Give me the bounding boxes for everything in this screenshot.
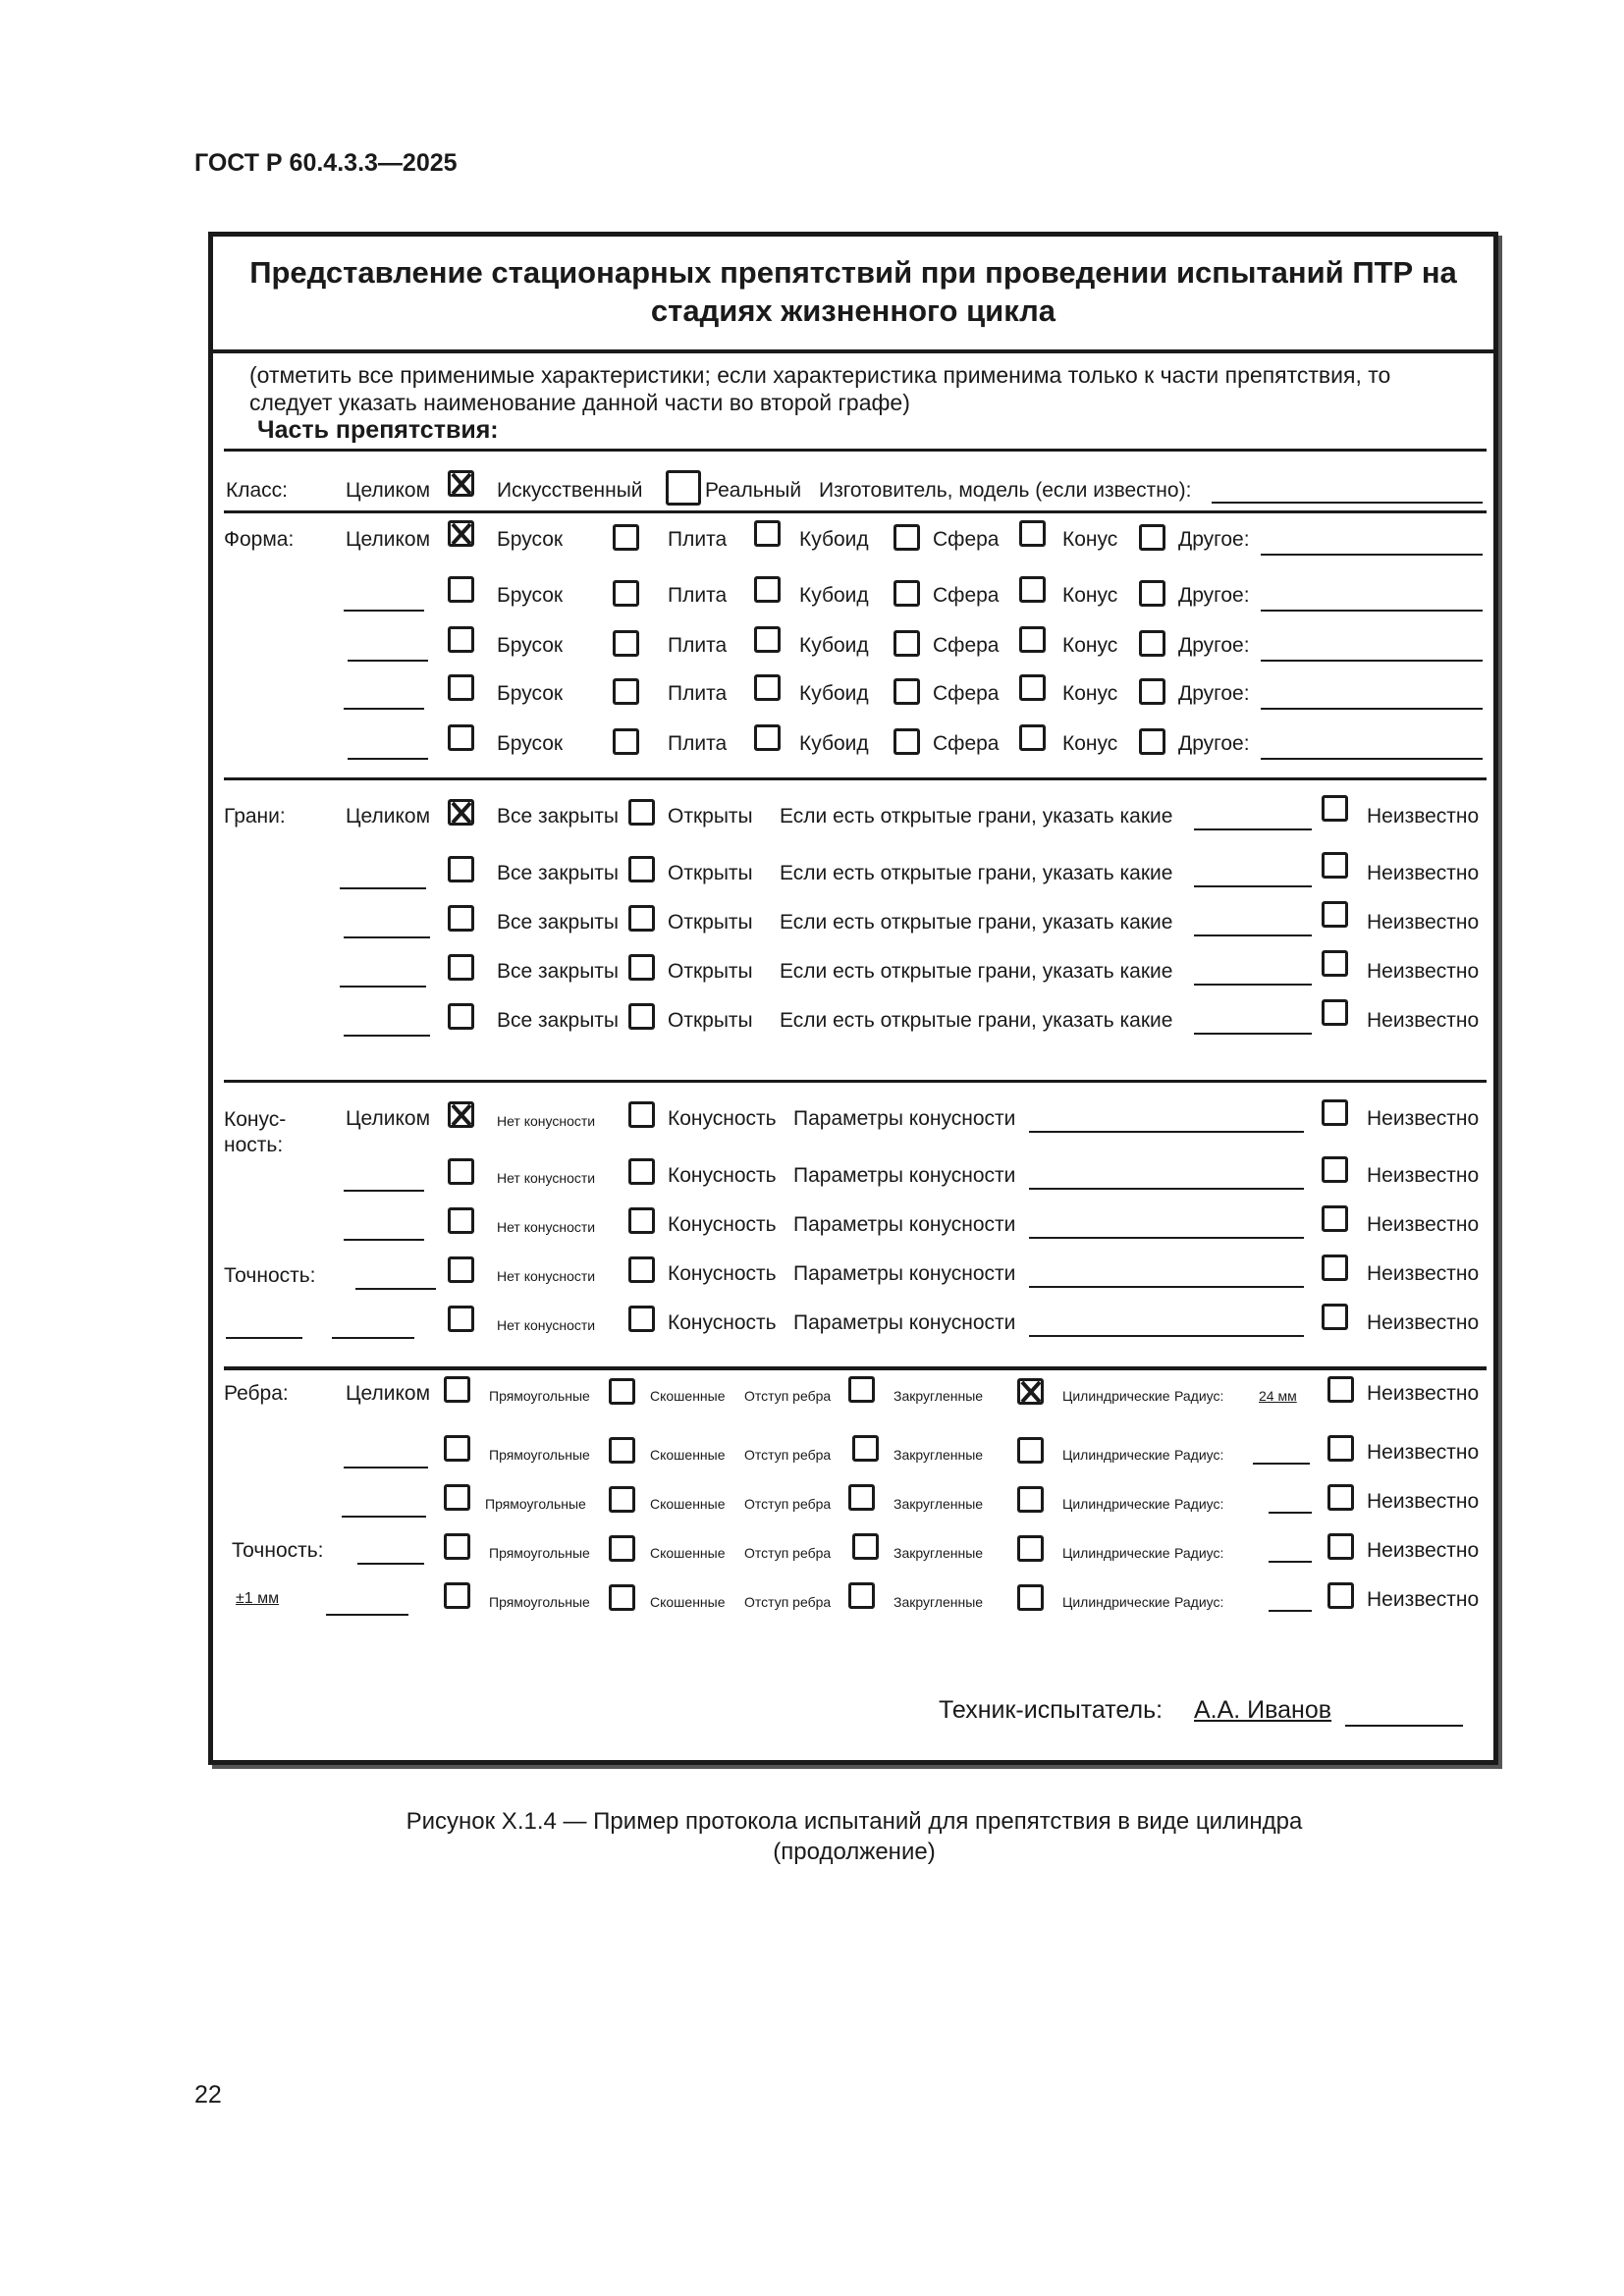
edges-rounded-checkbox[interactable] (848, 1484, 875, 1511)
taper-yes-checkbox[interactable] (628, 1256, 655, 1283)
shape-plate-checkbox[interactable] (613, 580, 639, 607)
taper-none-checkbox[interactable] (448, 1306, 474, 1332)
edges-unknown-label: Неизвестно (1367, 1441, 1480, 1464)
shape-other-field[interactable] (1261, 610, 1483, 612)
shape-other-checkbox[interactable] (1139, 580, 1165, 607)
edges-whole-label: Целиком (346, 1382, 431, 1405)
shape-cone-checkbox[interactable] (1019, 674, 1046, 701)
faces-all-closed-label: Все закрыты (497, 911, 620, 934)
shape-other-label: Другое: (1178, 528, 1250, 551)
edges-unknown-label: Неизвестно (1367, 1490, 1480, 1513)
edges-radius-value: 24 мм (1259, 1388, 1297, 1404)
taper-unknown-label: Неизвестно (1367, 1213, 1480, 1236)
taper-unknown-label: Неизвестно (1367, 1107, 1480, 1130)
faces-unknown-checkbox[interactable] (1322, 795, 1348, 822)
shape-bar-label: Брусок (497, 732, 564, 755)
taper-yes-checkbox[interactable] (628, 1207, 655, 1234)
edges-offset-label: Отступ ребра (744, 1388, 832, 1404)
faces-part-field[interactable] (340, 887, 426, 889)
taper-none-label: Нет конусности (497, 1113, 596, 1129)
class-artificial-checkbox[interactable] (448, 470, 474, 497)
faces-which-label: Если есть открытые грани, указать какие (780, 911, 1173, 934)
taper-params-field[interactable] (1029, 1286, 1304, 1288)
faces-open-checkbox[interactable] (628, 905, 655, 932)
edges-radius-field[interactable] (1269, 1561, 1312, 1563)
edges-radius-label: Радиус: (1174, 1545, 1224, 1561)
edges-rect-label: Прямоугольные (489, 1388, 590, 1404)
figure-caption (295, 1806, 1414, 1867)
shape-sphere-label: Сфера (933, 732, 1000, 755)
taper-unknown-checkbox[interactable] (1322, 1255, 1348, 1281)
faces-which-label: Если есть открытые грани, указать какие (780, 1009, 1173, 1032)
taper-params-label: Параметры конусности (793, 1107, 1016, 1130)
taper-none-label: Нет конусности (497, 1268, 596, 1284)
shape-cuboid-checkbox[interactable] (754, 520, 781, 547)
taper-unknown-checkbox[interactable] (1322, 1205, 1348, 1232)
taper-none-checkbox[interactable] (448, 1207, 474, 1234)
taper-part-field[interactable] (344, 1239, 424, 1241)
shape-sphere-checkbox[interactable] (893, 580, 920, 607)
shape-cuboid-checkbox[interactable] (754, 724, 781, 751)
shape-bar-checkbox[interactable] (448, 674, 474, 701)
taper-params-label: Параметры конусности (793, 1164, 1016, 1187)
edges-radius-label: Радиус: (1174, 1388, 1224, 1404)
edges-radius-field[interactable] (1269, 1512, 1312, 1514)
form-instructions: (отметить все применимые характеристики; если характеристика применима только к части препятствия, то следует указать наименование данной части во второй графе) (249, 362, 1391, 415)
edges-chamfer-checkbox[interactable] (609, 1535, 635, 1562)
technician-name: А.А. Иванов (1194, 1696, 1332, 1724)
shape-cuboid-label: Кубоид (799, 732, 869, 755)
faces-all-closed-checkbox[interactable] (448, 856, 474, 882)
faces-open-checkbox[interactable] (628, 954, 655, 981)
shape-sphere-checkbox[interactable] (893, 678, 920, 705)
taper-params-field[interactable] (1029, 1131, 1304, 1133)
shape-other-field[interactable] (1261, 660, 1483, 662)
faces-part-field[interactable] (344, 1035, 430, 1037)
shape-plate-label: Плита (668, 528, 728, 551)
shape-cuboid-label: Кубоид (799, 634, 869, 657)
shape-sphere-checkbox[interactable] (893, 630, 920, 657)
shape-other-field[interactable] (1261, 708, 1483, 710)
edges-offset-label: Отступ ребра (744, 1594, 832, 1610)
shape-plate-label: Плита (668, 682, 728, 705)
taper-part-field[interactable] (355, 1288, 436, 1290)
divider-class (224, 510, 1487, 513)
faces-open-checkbox[interactable] (628, 856, 655, 882)
edges-radius-label: Радиус: (1174, 1496, 1224, 1512)
shape-other-label: Другое: (1178, 584, 1250, 607)
faces-unknown-checkbox[interactable] (1322, 852, 1348, 879)
taper-yes-label: Конусность (668, 1262, 777, 1285)
shape-cone-checkbox[interactable] (1019, 724, 1046, 751)
edges-rect-checkbox[interactable] (444, 1533, 470, 1560)
shape-cuboid-checkbox[interactable] (754, 674, 781, 701)
shape-cone-label: Конус (1062, 634, 1118, 657)
edges-offset-label: Отступ ребра (744, 1447, 832, 1463)
edges-unknown-label: Неизвестно (1367, 1382, 1480, 1405)
faces-unknown-label: Неизвестно (1367, 862, 1480, 884)
faces-open-checkbox[interactable] (628, 1003, 655, 1030)
edges-label: Ребра: (224, 1382, 289, 1405)
edges-chamfer-checkbox[interactable] (609, 1378, 635, 1405)
shape-label: Форма: (224, 528, 295, 551)
taper-none-label: Нет конусности (497, 1219, 596, 1235)
edges-rect-checkbox[interactable] (444, 1435, 470, 1462)
faces-unknown-label: Неизвестно (1367, 911, 1480, 934)
edges-part-field[interactable] (326, 1614, 408, 1616)
edges-cyl-label: Цилиндрические (1062, 1447, 1170, 1463)
faces-unknown-label: Неизвестно (1367, 1009, 1480, 1032)
edges-rounded-checkbox[interactable] (852, 1435, 879, 1462)
shape-bar-checkbox[interactable] (448, 626, 474, 653)
edges-chamfer-checkbox[interactable] (609, 1437, 635, 1464)
faces-open-label: Открыты (668, 805, 753, 828)
taper-unknown-checkbox[interactable] (1322, 1156, 1348, 1183)
manufacturer-label: Изготовитель, модель (если известно): (819, 479, 1192, 502)
shape-whole-label: Целиком (346, 528, 431, 551)
taper-yes-label: Конусность (668, 1311, 777, 1334)
faces-all-closed-label: Все закрыты (497, 805, 620, 828)
edges-part-field[interactable] (344, 1467, 428, 1468)
taper-yes-checkbox[interactable] (628, 1101, 655, 1128)
faces-part-field[interactable] (344, 936, 430, 938)
faces-unknown-label: Неизвестно (1367, 960, 1480, 983)
faces-all-closed-checkbox[interactable] (448, 1003, 474, 1030)
class-whole-label: Целиком (346, 479, 431, 502)
edges-part-field[interactable] (357, 1563, 424, 1565)
edges-rounded-checkbox[interactable] (848, 1376, 875, 1403)
class-real-label: Реальный (705, 479, 802, 502)
faces-all-closed-label: Все закрыты (497, 960, 620, 983)
caption-line-1: Рисунок X.1.4 — Пример протокола испытаний для препятствия в виде цилиндра (406, 1808, 1303, 1835)
taper-yes-checkbox[interactable] (628, 1158, 655, 1185)
class-real-checkbox[interactable] (666, 470, 701, 506)
shape-other-checkbox[interactable] (1139, 524, 1165, 551)
taper-yes-checkbox[interactable] (628, 1306, 655, 1332)
edges-unknown-label: Неизвестно (1367, 1588, 1480, 1611)
edges-unknown-checkbox[interactable] (1327, 1435, 1354, 1462)
shape-other-checkbox[interactable] (1139, 728, 1165, 755)
faces-open-label: Открыты (668, 862, 753, 884)
shape-other-label: Другое: (1178, 732, 1250, 755)
edges-unknown-checkbox[interactable] (1327, 1376, 1354, 1403)
divider-shape (224, 777, 1487, 780)
faces-which-field[interactable] (1194, 885, 1312, 887)
shape-bar-checkbox[interactable] (448, 724, 474, 751)
edges-offset-label: Отступ ребра (744, 1545, 832, 1561)
edges-rect-label: Прямоугольные (485, 1496, 586, 1512)
taper-params-field[interactable] (1029, 1188, 1304, 1190)
shape-cone-label: Конус (1062, 584, 1118, 607)
taper-yes-label: Конусность (668, 1213, 777, 1236)
shape-cuboid-label: Кубоид (799, 584, 869, 607)
edges-rounded-label: Закругленные (893, 1447, 984, 1463)
part-heading: Часть препятствия: (257, 416, 499, 444)
faces-unknown-checkbox[interactable] (1322, 901, 1348, 928)
shape-plate-label: Плита (668, 634, 728, 657)
edges-chamfer-label: Скошенные (650, 1594, 726, 1610)
edges-cyl-checkbox[interactable] (1017, 1486, 1044, 1513)
taper-unknown-label: Неизвестно (1367, 1262, 1480, 1285)
taper-yes-label: Конусность (668, 1107, 777, 1130)
edges-unknown-checkbox[interactable] (1327, 1484, 1354, 1511)
edges-rounded-label: Закругленные (893, 1594, 984, 1610)
edges-accuracy-value: ±1 мм (236, 1590, 280, 1607)
faces-which-label: Если есть открытые грани, указать какие (780, 805, 1173, 828)
taper-none-checkbox[interactable] (448, 1101, 474, 1128)
shape-sphere-label: Сфера (933, 634, 1000, 657)
shape-bar-checkbox[interactable] (448, 520, 474, 547)
edges-unknown-checkbox[interactable] (1327, 1533, 1354, 1560)
faces-all-closed-checkbox[interactable] (448, 905, 474, 932)
taper-accuracy-field[interactable] (226, 1337, 302, 1339)
taper-unknown-checkbox[interactable] (1322, 1099, 1348, 1126)
taper-accuracy-label: Точность: (224, 1264, 316, 1287)
faces-all-closed-checkbox[interactable] (448, 799, 474, 826)
shape-bar-label: Брусок (497, 528, 564, 551)
form-title: Представление стационарных препятствий при проведении испытаний ПТР на стадиях жизненного цикла (249, 255, 1457, 328)
edges-cyl-label: Цилиндрические (1062, 1545, 1170, 1561)
faces-unknown-checkbox[interactable] (1322, 950, 1348, 977)
standard-header: ГОСТ Р 60.4.3.3—2025 (194, 149, 458, 177)
shape-sphere-checkbox[interactable] (893, 524, 920, 551)
edges-cyl-checkbox[interactable] (1017, 1535, 1044, 1562)
edges-rounded-checkbox[interactable] (848, 1582, 875, 1609)
faces-which-field[interactable] (1194, 828, 1312, 830)
shape-plate-checkbox[interactable] (613, 630, 639, 657)
edges-part-field[interactable] (342, 1516, 426, 1518)
shape-cuboid-checkbox[interactable] (754, 626, 781, 653)
edges-chamfer-label: Скошенные (650, 1545, 726, 1561)
edges-chamfer-label: Скошенные (650, 1447, 726, 1463)
edges-rect-label: Прямоугольные (489, 1545, 590, 1561)
shape-other-checkbox[interactable] (1139, 678, 1165, 705)
edges-offset-label: Отступ ребра (744, 1496, 832, 1512)
faces-which-field[interactable] (1194, 1033, 1312, 1035)
taper-none-label: Нет конусности (497, 1317, 596, 1333)
taper-unknown-checkbox[interactable] (1322, 1304, 1348, 1330)
edges-chamfer-checkbox[interactable] (609, 1486, 635, 1513)
taper-yes-label: Конусность (668, 1164, 777, 1187)
taper-whole-label: Целиком (346, 1107, 431, 1130)
shape-other-checkbox[interactable] (1139, 630, 1165, 657)
edges-rect-label: Прямоугольные (489, 1594, 590, 1610)
taper-params-field[interactable] (1029, 1237, 1304, 1239)
shape-bar-label: Брусок (497, 682, 564, 705)
shape-part-field[interactable] (344, 708, 424, 710)
shape-plate-label: Плита (668, 584, 728, 607)
shape-sphere-label: Сфера (933, 584, 1000, 607)
shape-other-field[interactable] (1261, 758, 1483, 760)
shape-cone-label: Конус (1062, 528, 1118, 551)
faces-unknown-checkbox[interactable] (1322, 999, 1348, 1026)
shape-cone-checkbox[interactable] (1019, 520, 1046, 547)
faces-open-label: Открыты (668, 960, 753, 983)
edges-cyl-label: Цилиндрические (1062, 1388, 1170, 1404)
shape-other-label: Другое: (1178, 634, 1250, 657)
edges-cyl-checkbox[interactable] (1017, 1378, 1044, 1405)
edges-accuracy-label: Точность: (232, 1539, 324, 1562)
shape-part-field[interactable] (348, 660, 428, 662)
technician-label: Техник-испытатель: (939, 1696, 1164, 1724)
shape-part-field[interactable] (344, 610, 424, 612)
taper-unknown-label: Неизвестно (1367, 1164, 1480, 1187)
faces-which-label: Если есть открытые грани, указать какие (780, 960, 1173, 983)
shape-sphere-checkbox[interactable] (893, 728, 920, 755)
edges-rounded-label: Закругленные (893, 1496, 984, 1512)
shape-cuboid-checkbox[interactable] (754, 576, 781, 603)
faces-which-label: Если есть открытые грани, указать какие (780, 862, 1173, 884)
shape-cuboid-label: Кубоид (799, 682, 869, 705)
faces-open-checkbox[interactable] (628, 799, 655, 826)
shape-plate-label: Плита (668, 732, 728, 755)
faces-which-field[interactable] (1194, 934, 1312, 936)
shape-other-field[interactable] (1261, 554, 1483, 556)
shape-other-label: Другое: (1178, 682, 1250, 705)
edges-rect-checkbox[interactable] (444, 1582, 470, 1609)
edges-radius-label: Радиус: (1174, 1447, 1224, 1463)
shape-plate-checkbox[interactable] (613, 728, 639, 755)
taper-params-label: Параметры конусности (793, 1213, 1016, 1236)
divider-faces (224, 1080, 1487, 1083)
edges-rect-checkbox[interactable] (444, 1484, 470, 1511)
technician-signature-line (1345, 1725, 1463, 1727)
taper-params-label: Параметры конусности (793, 1262, 1016, 1285)
edges-chamfer-label: Скошенные (650, 1496, 726, 1512)
taper-part-field[interactable] (344, 1190, 424, 1192)
edges-radius-label: Радиус: (1174, 1594, 1224, 1610)
shape-cuboid-label: Кубоид (799, 528, 869, 551)
shape-plate-checkbox[interactable] (613, 678, 639, 705)
shape-bar-label: Брусок (497, 634, 564, 657)
manufacturer-field[interactable] (1212, 502, 1483, 504)
title-divider (208, 349, 1498, 353)
class-label: Класс: (226, 479, 288, 502)
taper-part-field[interactable] (332, 1337, 414, 1339)
edges-cyl-checkbox[interactable] (1017, 1584, 1044, 1611)
edges-unknown-label: Неизвестно (1367, 1539, 1480, 1562)
divider-top (224, 449, 1487, 452)
edges-rect-checkbox[interactable] (444, 1376, 470, 1403)
shape-plate-checkbox[interactable] (613, 524, 639, 551)
faces-whole-label: Целиком (346, 805, 431, 828)
faces-label: Грани: (224, 805, 286, 828)
taper-params-field[interactable] (1029, 1335, 1304, 1337)
taper-none-checkbox[interactable] (448, 1158, 474, 1185)
edges-cyl-label: Цилиндрические (1062, 1594, 1170, 1610)
shape-bar-label: Брусок (497, 584, 564, 607)
faces-open-label: Открыты (668, 1009, 753, 1032)
edges-rounded-label: Закругленные (893, 1545, 984, 1561)
faces-open-label: Открыты (668, 911, 753, 934)
taper-none-checkbox[interactable] (448, 1256, 474, 1283)
page-number: 22 (194, 2081, 222, 2109)
edges-unknown-checkbox[interactable] (1327, 1582, 1354, 1609)
faces-all-closed-label: Все закрыты (497, 862, 620, 884)
faces-unknown-label: Неизвестно (1367, 805, 1480, 828)
shape-sphere-label: Сфера (933, 528, 1000, 551)
edges-chamfer-checkbox[interactable] (609, 1584, 635, 1611)
edges-cyl-label: Цилиндрические (1062, 1496, 1170, 1512)
divider-taper (224, 1366, 1487, 1370)
edges-rounded-checkbox[interactable] (852, 1533, 879, 1560)
shape-cone-label: Конус (1062, 682, 1118, 705)
edges-rounded-label: Закругленные (893, 1388, 984, 1404)
edges-radius-field[interactable] (1253, 1463, 1310, 1465)
faces-all-closed-checkbox[interactable] (448, 954, 474, 981)
taper-params-label: Параметры конусности (793, 1311, 1016, 1334)
taper-unknown-label: Неизвестно (1367, 1311, 1480, 1334)
shape-cone-label: Конус (1062, 732, 1118, 755)
shape-sphere-label: Сфера (933, 682, 1000, 705)
faces-which-field[interactable] (1194, 984, 1312, 986)
taper-none-label: Нет конусности (497, 1170, 596, 1186)
caption-line-2: (продолжение) (773, 1839, 936, 1865)
faces-part-field[interactable] (340, 986, 426, 988)
edges-cyl-checkbox[interactable] (1017, 1437, 1044, 1464)
edges-rect-label: Прямоугольные (489, 1447, 590, 1463)
shape-part-field[interactable] (348, 758, 428, 760)
shape-bar-checkbox[interactable] (448, 576, 474, 603)
edges-chamfer-label: Скошенные (650, 1388, 726, 1404)
class-artificial-label: Искусственный (497, 479, 643, 502)
shape-cone-checkbox[interactable] (1019, 626, 1046, 653)
shape-cone-checkbox[interactable] (1019, 576, 1046, 603)
edges-radius-field[interactable] (1269, 1610, 1312, 1612)
taper-label: Конус-ность: (224, 1108, 287, 1156)
faces-all-closed-label: Все закрыты (497, 1009, 620, 1032)
